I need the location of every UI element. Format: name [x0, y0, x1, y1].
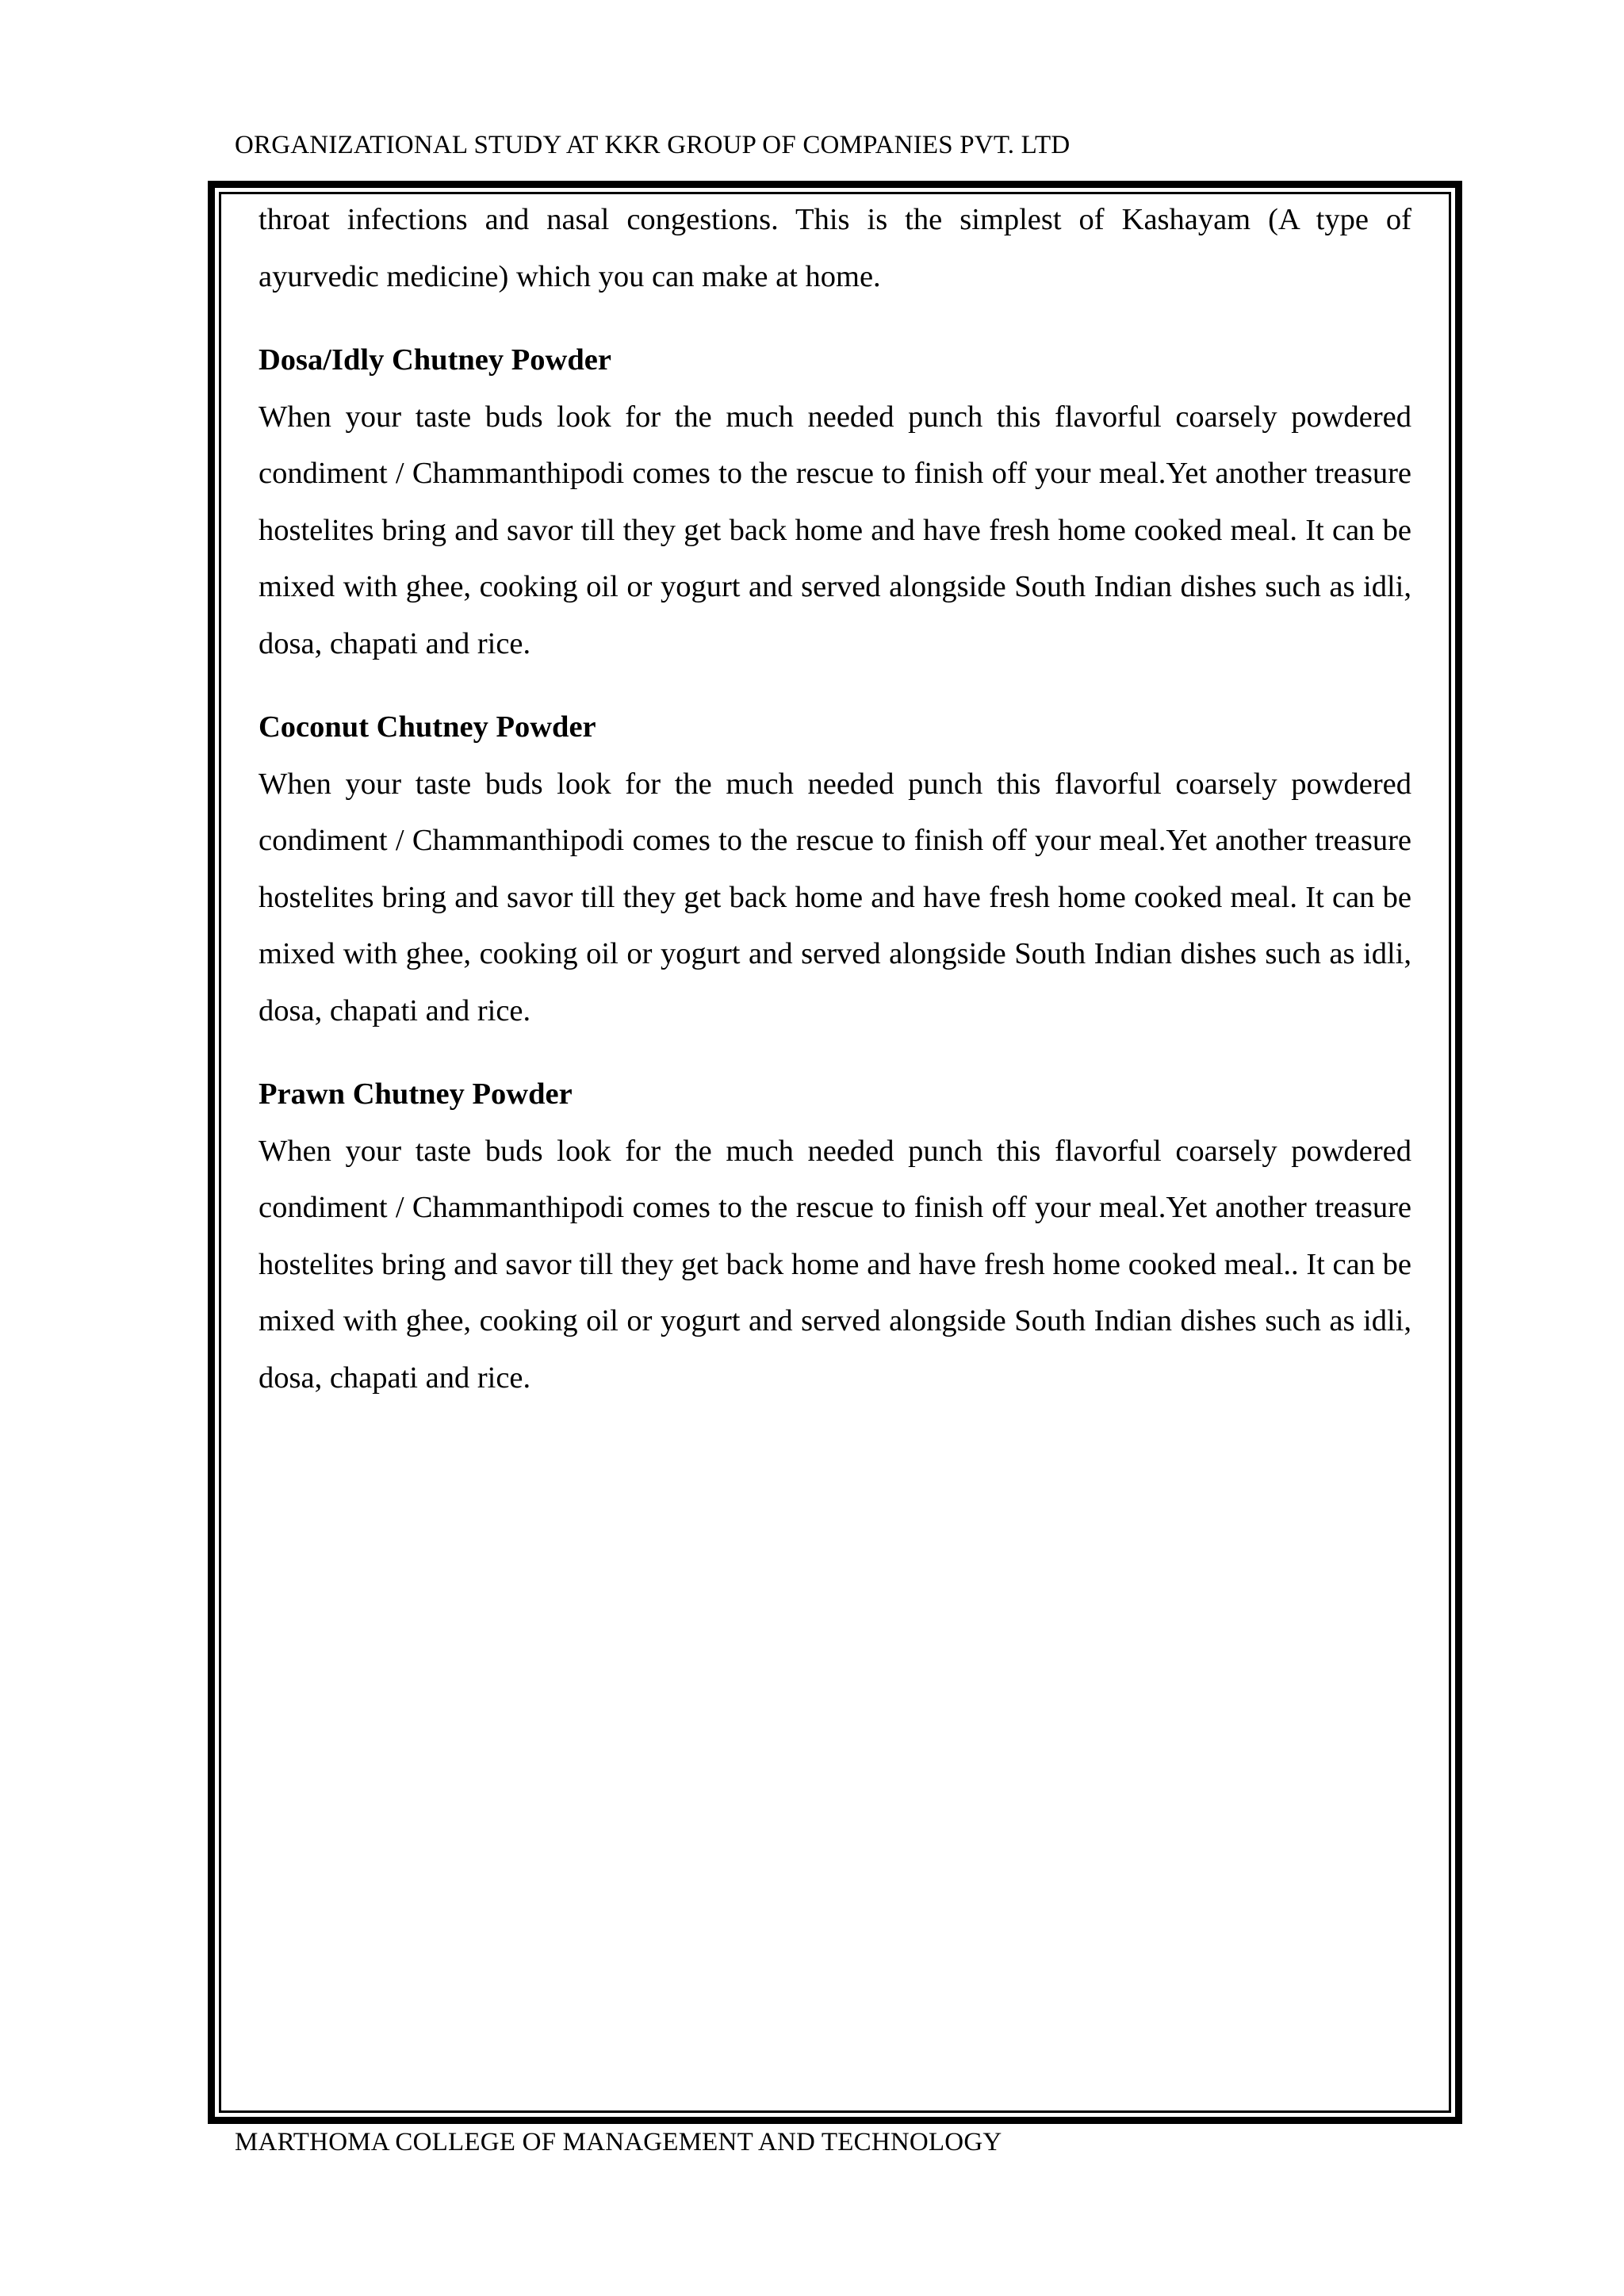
section-paragraph: When your taste buds look for the much needed punch this flavorful coarsely powdered condiment / Chammanthipodi comes to the rescue to finish off your meal.Yet another treasure hostelites bring and savor till they get back home and have fresh home cooked meal. It can be mixed with ghee, cooking oil or yogurt and served alongside South Indian dishes such as idli, dosa, chapati and rice. — [259, 767, 1411, 1027]
page-content — [259, 192, 1411, 1406]
intro-paragraph: throat infections and nasal congestions. This is the simplest of Kashayam (A type of ayurvedic medicine) which you can make at home. — [259, 203, 1411, 293]
section-coconut-chutney-powder — [259, 699, 1411, 1039]
section-paragraph: When your taste buds look for the much needed punch this flavorful coarsely powdered condiment / Chammanthipodi comes to the rescue to finish off your meal.Yet another treasure hostelites bring and savor till they get back home and have fresh home cooked meal. It can be mixed with ghee, cooking oil or yogurt and served alongside South Indian dishes such as idli, dosa, chapati and rice. — [259, 400, 1411, 660]
section-heading: Prawn Chutney Powder — [259, 1077, 573, 1111]
section-heading: Dosa/Idly Chutney Powder — [259, 343, 611, 377]
section-heading: Coconut Chutney Powder — [259, 710, 596, 744]
page-footer: MARTHOMA COLLEGE OF MANAGEMENT AND TECHNOLOGY — [235, 2128, 1002, 2156]
page-header: ORGANIZATIONAL STUDY AT KKR GROUP OF COMPANIES PVT. LTD — [235, 131, 1071, 159]
section-dosa-idly-chutney-powder — [259, 332, 1411, 672]
section-paragraph: When your taste buds look for the much needed punch this flavorful coarsely powdered condiment / Chammanthipodi comes to the rescue to finish off your meal.Yet another treasure hostelites bring and savor till they get back home and have fresh home cooked meal.. It can be mixed with ghee, cooking oil or yogurt and served alongside South Indian dishes such as idli, dosa, chapati and rice. — [259, 1134, 1411, 1395]
section-prawn-chutney-powder — [259, 1066, 1411, 1406]
